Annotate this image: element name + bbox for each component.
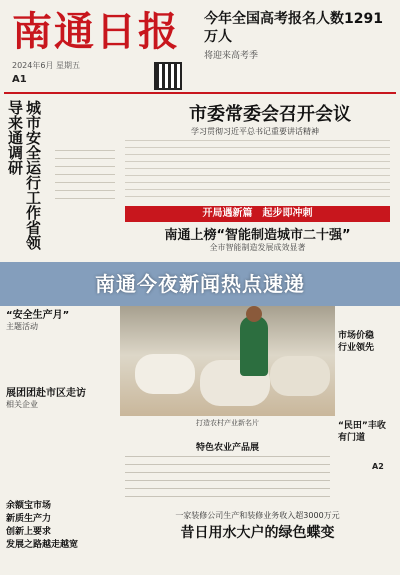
bottom-subheadline: 一家装修公司生产和装修业务收入超3000万元 [175, 511, 340, 520]
left-bottom-line: 创新上要求 [6, 527, 52, 537]
left-vertical-headline[interactable]: 城市安全运行工作省领导来通调研 [6, 100, 42, 250]
feature-headline[interactable]: 南通上榜“智能制造城市二十强” [164, 228, 351, 243]
left-story-2-title: 展团团赴市区走访 [6, 388, 86, 399]
photo-caption: 打造农村产业新名片 [196, 419, 259, 427]
feature-photo[interactable] [120, 306, 335, 416]
left-story-2[interactable] [6, 388, 116, 410]
main-headline[interactable]: 市委常委会召开会议 [189, 104, 351, 125]
left-story-1-text: 主题活动 [6, 322, 38, 331]
masthead-divider [4, 92, 396, 94]
feature-subheadline: 全市智能制造发展成效显著 [209, 243, 306, 252]
photo-worker [240, 316, 268, 376]
page-reference: A2 [372, 462, 384, 471]
photo-cocoon-pile [135, 354, 195, 394]
left-story-1[interactable] [6, 310, 116, 332]
left-bottom-line: 新质生产力 [6, 514, 52, 524]
left-story-2-text: 相关企业 [6, 400, 38, 409]
overlay-title: 南通今夜新闻热点速递 [95, 272, 305, 296]
main-body-text [125, 140, 390, 200]
right-story-1[interactable]: 市场价稳 行业领先 [338, 331, 375, 353]
left-bottom-line: 余额宝市场 [6, 501, 52, 511]
left-bottom-line: 发展之路越走越宽 [6, 540, 79, 550]
top-headline-block [204, 10, 394, 61]
feature-banner: 开局遇新篇 起步即冲刺 [125, 206, 390, 222]
left-bottom-headlines[interactable] [6, 500, 116, 552]
right-story-2[interactable]: “民田”丰收 有门道 [338, 421, 386, 443]
newspaper-logo: 南通日报 [12, 8, 180, 55]
left-story-1-title: “安全生产月” [6, 310, 70, 321]
left-body-text [55, 150, 115, 200]
main-subheadline: 学习贯彻习近平总书记重要讲话精神 [191, 127, 319, 136]
center-body-text [125, 456, 330, 504]
photo-worker-head [246, 306, 262, 322]
page-code: A1 [12, 74, 27, 85]
center-story-title[interactable]: 特色农业产品展 [195, 443, 259, 453]
top-headline[interactable]: 今年全国高考报名人数1291万人 [204, 11, 383, 45]
qr-code-icon [154, 62, 182, 90]
bottom-headline[interactable]: 昔日用水大户的绿色蝶变 [180, 525, 335, 541]
top-headline-sub: 将迎来高考季 [204, 51, 259, 61]
masthead [4, 4, 396, 90]
date-line: 2024年6月 星期五 [12, 61, 80, 70]
photo-cocoon-pile [270, 356, 330, 396]
